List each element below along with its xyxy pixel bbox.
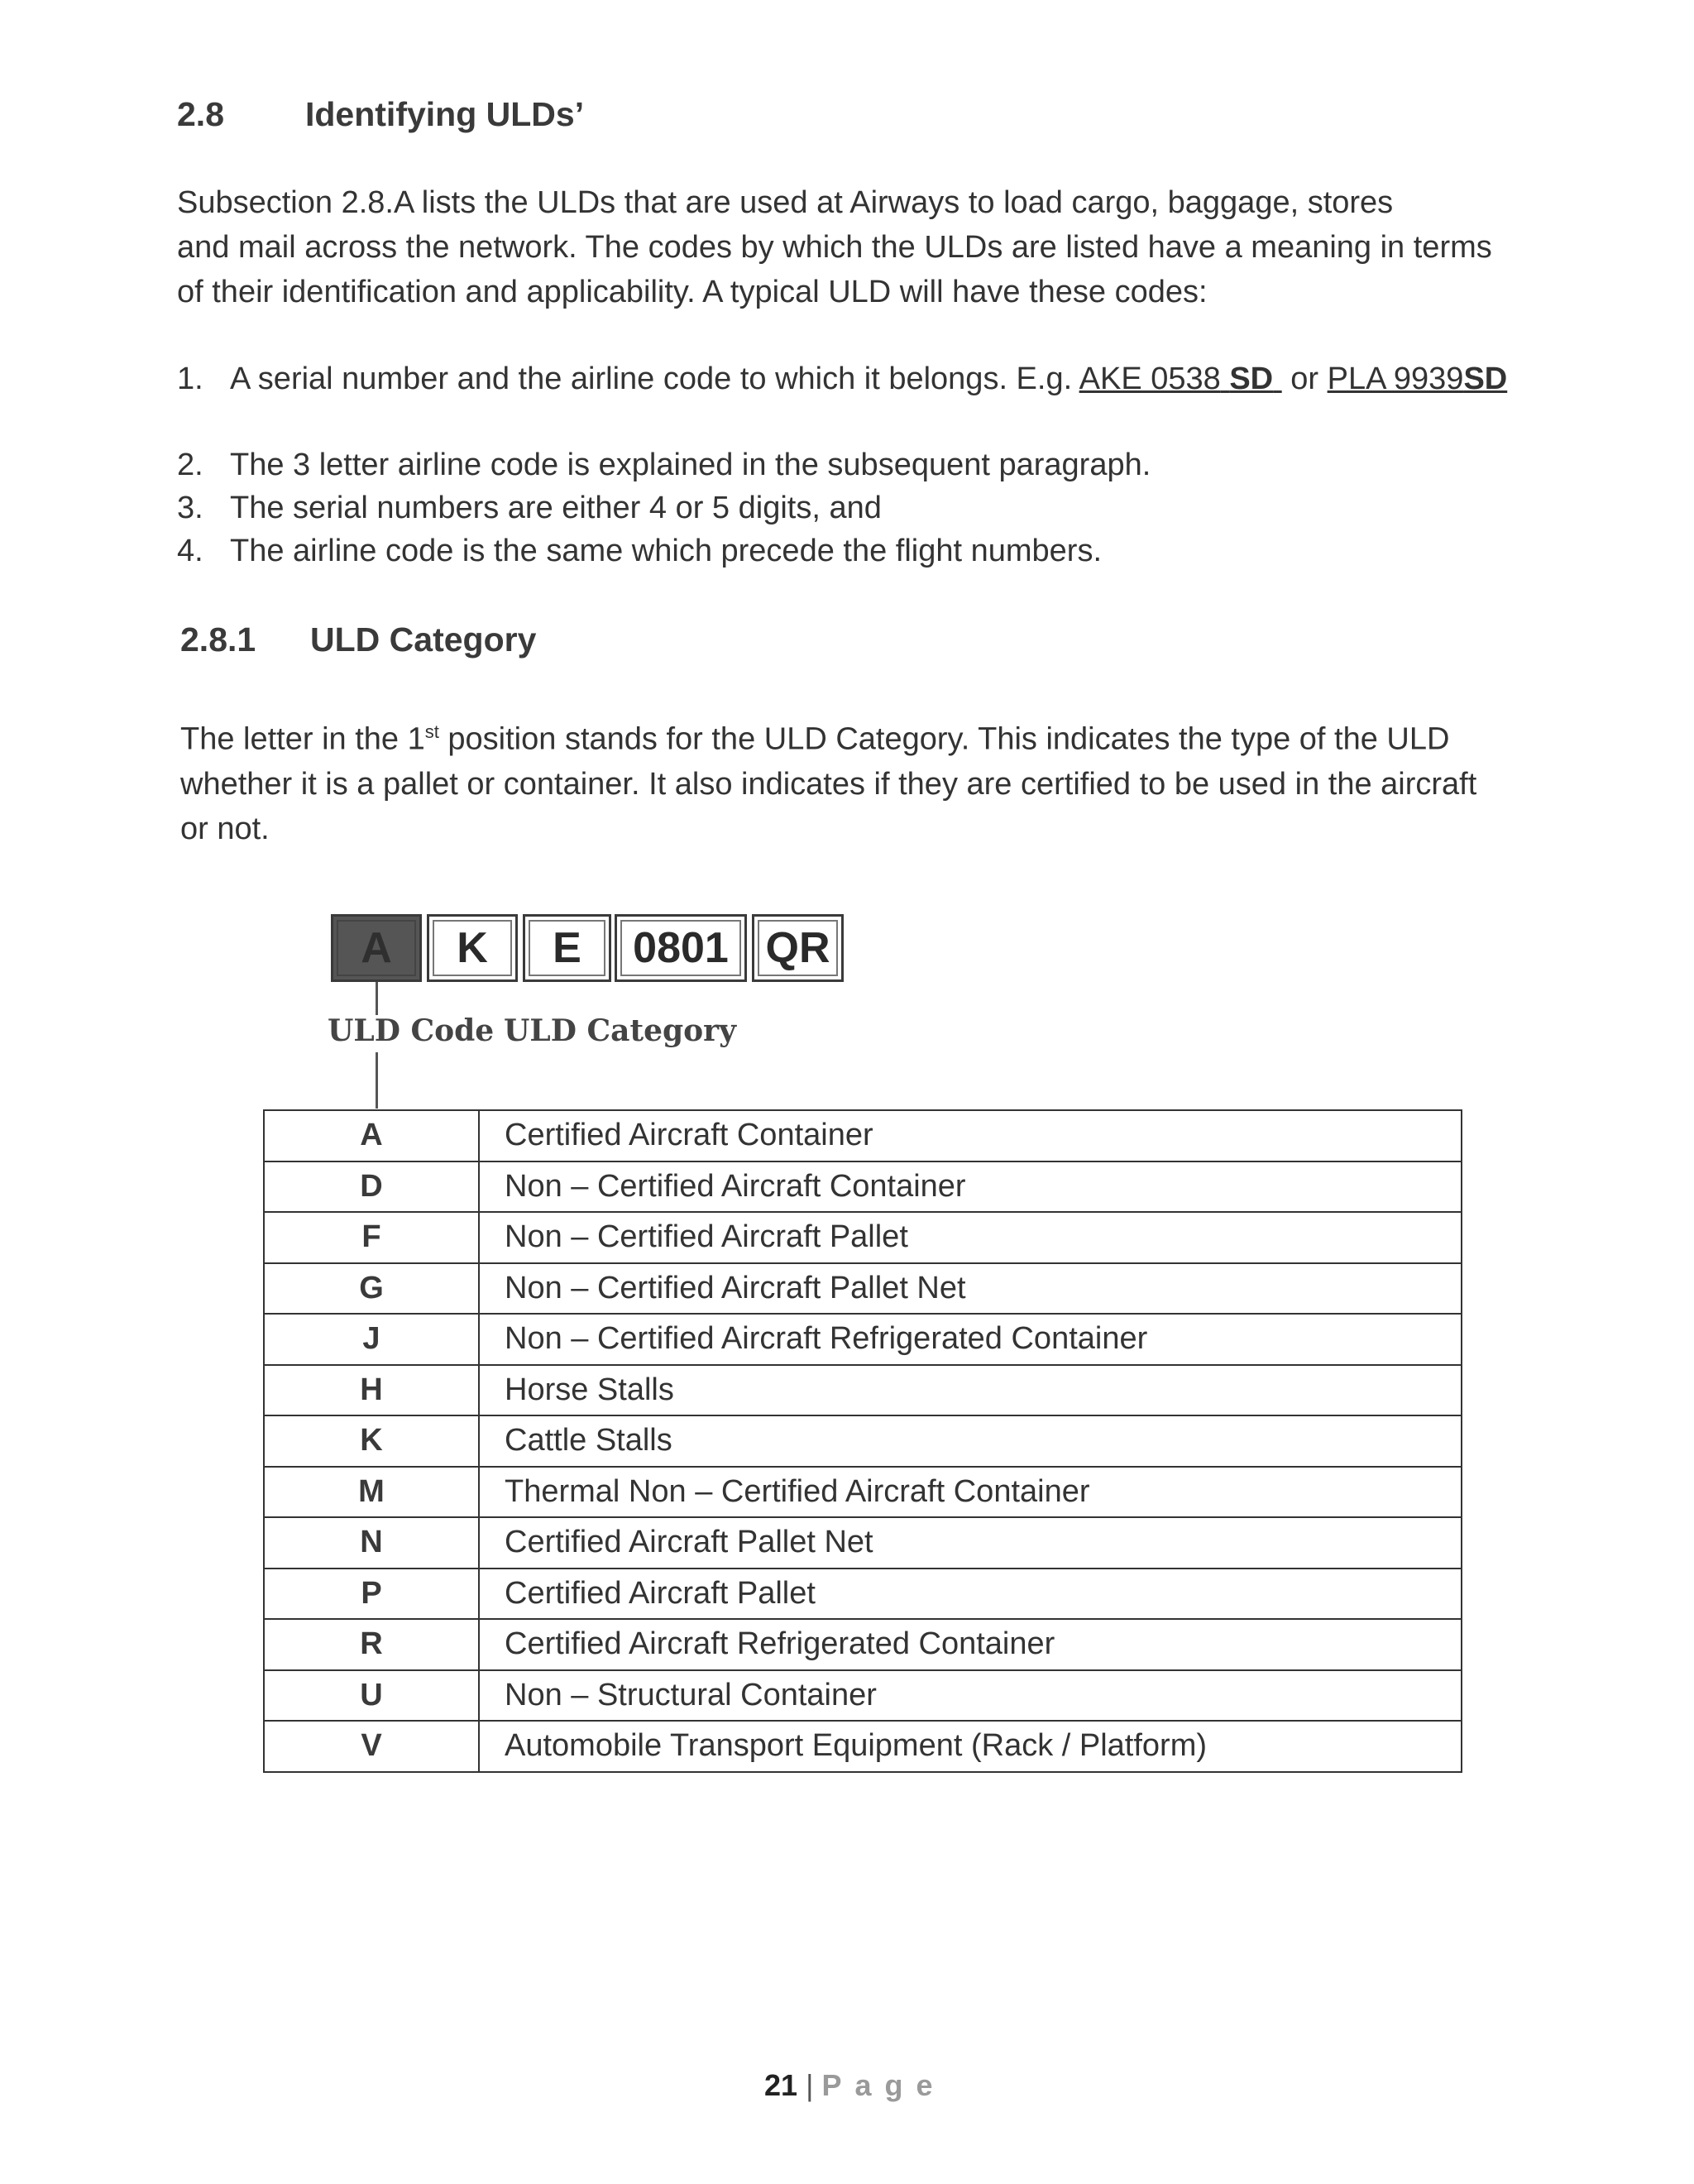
uld-code-label: ULD Code <box>328 1013 495 1048</box>
list-text: The serial numbers are either 4 or 5 digits, and <box>230 491 882 525</box>
list-number: 3. <box>177 491 203 525</box>
table-row <box>264 1670 1462 1722</box>
uld-code-cell: K <box>264 1415 479 1467</box>
list-item <box>177 486 882 529</box>
uld-category-cell: Certified Aircraft Container <box>479 1110 1462 1161</box>
list-number: 1. <box>177 362 203 396</box>
uld-category-cell: Non – Certified Aircraft Container <box>479 1161 1462 1213</box>
uld-code-cell: J <box>264 1314 479 1365</box>
subsection-number: 2.8.1 <box>180 620 256 659</box>
intro-line: of their identification and applicability. A typical ULD will have these codes: <box>177 275 1208 309</box>
uld-category-cell: Certified Aircraft Pallet Net <box>479 1517 1462 1569</box>
page-word: Page <box>821 2068 946 2102</box>
uld-category-cell: Certified Aircraft Pallet <box>479 1569 1462 1620</box>
table-row <box>264 1569 1462 1620</box>
uld-category-cell: Non – Structural Container <box>479 1670 1462 1722</box>
uld-code-cell: R <box>264 1619 479 1670</box>
uld-code-cell: V <box>264 1721 479 1772</box>
para-text: position stands for the ULD Category. This indicates the type of the ULD <box>438 721 1450 757</box>
uld-code-box-contour: E <box>523 914 611 982</box>
table-row <box>264 1619 1462 1670</box>
para-text: or not. <box>180 811 270 846</box>
uld-code-cell: G <box>264 1263 479 1315</box>
uld-code-cell: H <box>264 1365 479 1416</box>
table-row <box>264 1721 1462 1772</box>
uld-category-cell: Certified Aircraft Refrigerated Container <box>479 1619 1462 1670</box>
connector: or <box>1290 362 1319 396</box>
list-text: A serial number and the airline code to which it belongs. E.g. <box>230 362 1073 396</box>
example-link-2[interactable] <box>1328 362 1508 396</box>
table-row <box>264 1517 1462 1569</box>
uld-category-cell: Horse Stalls <box>479 1365 1462 1416</box>
table-row <box>264 1314 1462 1365</box>
para-text: The letter in the 1 <box>180 721 425 757</box>
subsection-title: ULD Category <box>310 620 537 659</box>
list-number: 4. <box>177 534 203 568</box>
uld-category-cell: Thermal Non – Certified Aircraft Container <box>479 1467 1462 1518</box>
connector-line <box>376 982 378 1015</box>
uld-code-cell: P <box>264 1569 479 1620</box>
uld-category-cell: Non – Certified Aircraft Pallet <box>479 1212 1462 1263</box>
uld-code-box-category: A <box>331 914 422 982</box>
list-item <box>177 443 1151 486</box>
uld-code-cell: N <box>264 1517 479 1569</box>
uld-code-box-serial: 0801 <box>615 914 747 982</box>
example-airline: SD <box>1463 362 1508 396</box>
example-link-1[interactable] <box>1079 362 1282 396</box>
uld-category-cell: Non – Certified Aircraft Refrigerated Container <box>479 1314 1462 1365</box>
intro-line: Subsection 2.8.A lists the ULDs that are used at Airways to load cargo, baggage, stores <box>177 185 1394 220</box>
intro-line: and mail across the network. The codes by which the ULDs are listed have a meaning in terms <box>177 230 1492 265</box>
example-airline: SD <box>1229 362 1274 396</box>
footer-separator: | <box>806 2068 814 2102</box>
intro-paragraph <box>177 180 1583 314</box>
uld-code-cell: D <box>264 1161 479 1213</box>
category-paragraph <box>180 710 1586 851</box>
uld-code-box-type: K <box>427 914 518 982</box>
uld-category-cell: Cattle Stalls <box>479 1415 1462 1467</box>
table-row <box>264 1263 1462 1315</box>
arrow-line <box>376 1052 378 1109</box>
uld-code-cell: M <box>264 1467 479 1518</box>
section-number: 2.8 <box>177 95 224 133</box>
uld-code-cell: U <box>264 1670 479 1722</box>
uld-category-label: ULD Category <box>504 1013 737 1048</box>
page-number: 21 <box>764 2068 798 2102</box>
uld-code-cell: F <box>264 1212 479 1263</box>
page-footer <box>764 2068 945 2103</box>
list-number: 2. <box>177 448 203 482</box>
uld-code-box-airline: QR <box>752 914 844 982</box>
table-row <box>264 1415 1462 1467</box>
table-row <box>264 1365 1462 1416</box>
uld-code-cell: A <box>264 1110 479 1161</box>
uld-category-cell: Non – Certified Aircraft Pallet Net <box>479 1263 1462 1315</box>
list-item <box>177 357 1507 400</box>
table-row <box>264 1161 1462 1213</box>
section-title: Identifying ULDs’ <box>305 95 585 133</box>
example-code: PLA 9939 <box>1327 362 1464 396</box>
list-item <box>177 529 1102 572</box>
list-text: The airline code is the same which precede the flight numbers. <box>230 534 1102 568</box>
table-row <box>264 1467 1462 1518</box>
list-text: The 3 letter airline code is explained in the subsequent paragraph. <box>230 448 1151 482</box>
uld-category-table <box>263 1109 1462 1773</box>
uld-category-cell: Automobile Transport Equipment (Rack / Platform) <box>479 1721 1462 1772</box>
table-row <box>264 1110 1462 1161</box>
example-code: AKE 0538 <box>1079 362 1221 396</box>
table-row <box>264 1212 1462 1263</box>
superscript: st <box>424 721 439 742</box>
para-text: whether it is a pallet or container. It also indicates if they are certified to be used in the aircraft <box>180 766 1477 802</box>
